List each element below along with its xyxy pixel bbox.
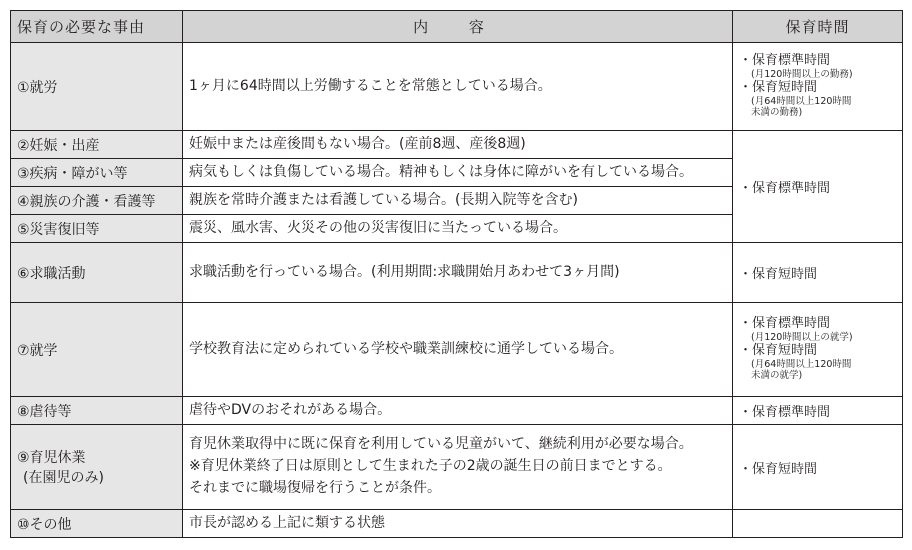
reason-cell: ⑥求職活動 [11, 243, 183, 303]
header-reason: 保育の必要な事由 [11, 11, 183, 43]
reason-cell: ①就労 [11, 43, 183, 131]
reason-cell: ⑦就学 [11, 303, 183, 397]
childcare-reasons-table [10, 10, 903, 538]
content-cell: 求職活動を行っている場合。(利用期間:求職開始月あわせて3ヶ月間) [183, 243, 733, 303]
content-cell: 親族を常時介護または看護している場合。(長期入院等を含む) [183, 187, 733, 215]
time-cell-merged: ・保育標準時間 [733, 131, 903, 243]
time-cell: ・保育短時間 [733, 425, 903, 510]
reason-cell: ⑩その他 [11, 510, 183, 538]
reason-cell: ⑤災害復旧等 [11, 215, 183, 243]
time-note: (月64時間以上120時間 [751, 358, 852, 370]
reason-main: ⑨育児休業 [17, 450, 86, 466]
table-row [11, 397, 903, 425]
content-cell: 市長が認める上記に類する状態 [183, 510, 733, 538]
table-row [11, 303, 903, 397]
reason-sub: (在園児のみ) [23, 470, 104, 486]
time-note: (月120時間以上の就学) [751, 332, 853, 344]
content-line: それまでに職場復帰を行うことが条件。 [189, 479, 441, 496]
time-note: 未満の勤務) [751, 107, 803, 119]
content-cell: 病気もしくは負傷している場合。精神もしくは身体に障がいを有している場合。 [183, 159, 733, 187]
time-cell [733, 303, 903, 397]
time-cell [733, 43, 903, 131]
content-line: ※育児休業終了日は原則として生まれた子の2歳の誕生日の前日までとする。 [189, 458, 672, 475]
time-cell-empty [733, 510, 903, 538]
table-row [11, 425, 903, 510]
time-note: (月120時間以上の勤務) [751, 69, 853, 81]
reason-cell: ④親族の介護・看護等 [11, 187, 183, 215]
time-note: (月64時間以上120時間 [751, 95, 852, 107]
reason-cell: ③疾病・障がい等 [11, 159, 183, 187]
content-cell: 震災、風水害、火災その他の災害復旧に当たっている場合。 [183, 215, 733, 243]
table-row [11, 510, 903, 538]
time-line: ・保育短時間 [739, 79, 818, 95]
time-cell: ・保育短時間 [733, 243, 903, 303]
reason-cell: ⑧虐待等 [11, 397, 183, 425]
content-cell: 妊娠中または産後間もない場合。(産前8週、産後8週) [183, 131, 733, 159]
table-row [11, 131, 903, 159]
table-row [11, 243, 903, 303]
header-content: 内 容 [183, 11, 733, 43]
content-cell: 1ヶ月に64時間以上労働することを常態としている場合。 [183, 43, 733, 131]
time-line: ・保育標準時間 [739, 53, 831, 69]
table-row [11, 43, 903, 131]
content-cell: 虐待やDVのおそれがある場合。 [183, 397, 733, 425]
time-line: ・保育標準時間 [739, 316, 831, 332]
childcare-reasons-table-wrapper [10, 10, 902, 538]
time-line: ・保育短時間 [739, 342, 818, 358]
table-header-row [11, 11, 903, 43]
time-note: 未満の就学) [751, 370, 803, 382]
reason-cell [11, 425, 183, 510]
content-cell: 学校教育法に定められている学校や職業訓練校に通学している場合。 [183, 303, 733, 397]
reason-cell: ②妊娠・出産 [11, 131, 183, 159]
header-time: 保育時間 [733, 11, 903, 43]
content-cell [183, 425, 733, 510]
content-line: 育児休業取得中に既に保育を利用している児童がいて、継続利用が必要な場合。 [189, 436, 693, 453]
time-cell: ・保育標準時間 [733, 397, 903, 425]
